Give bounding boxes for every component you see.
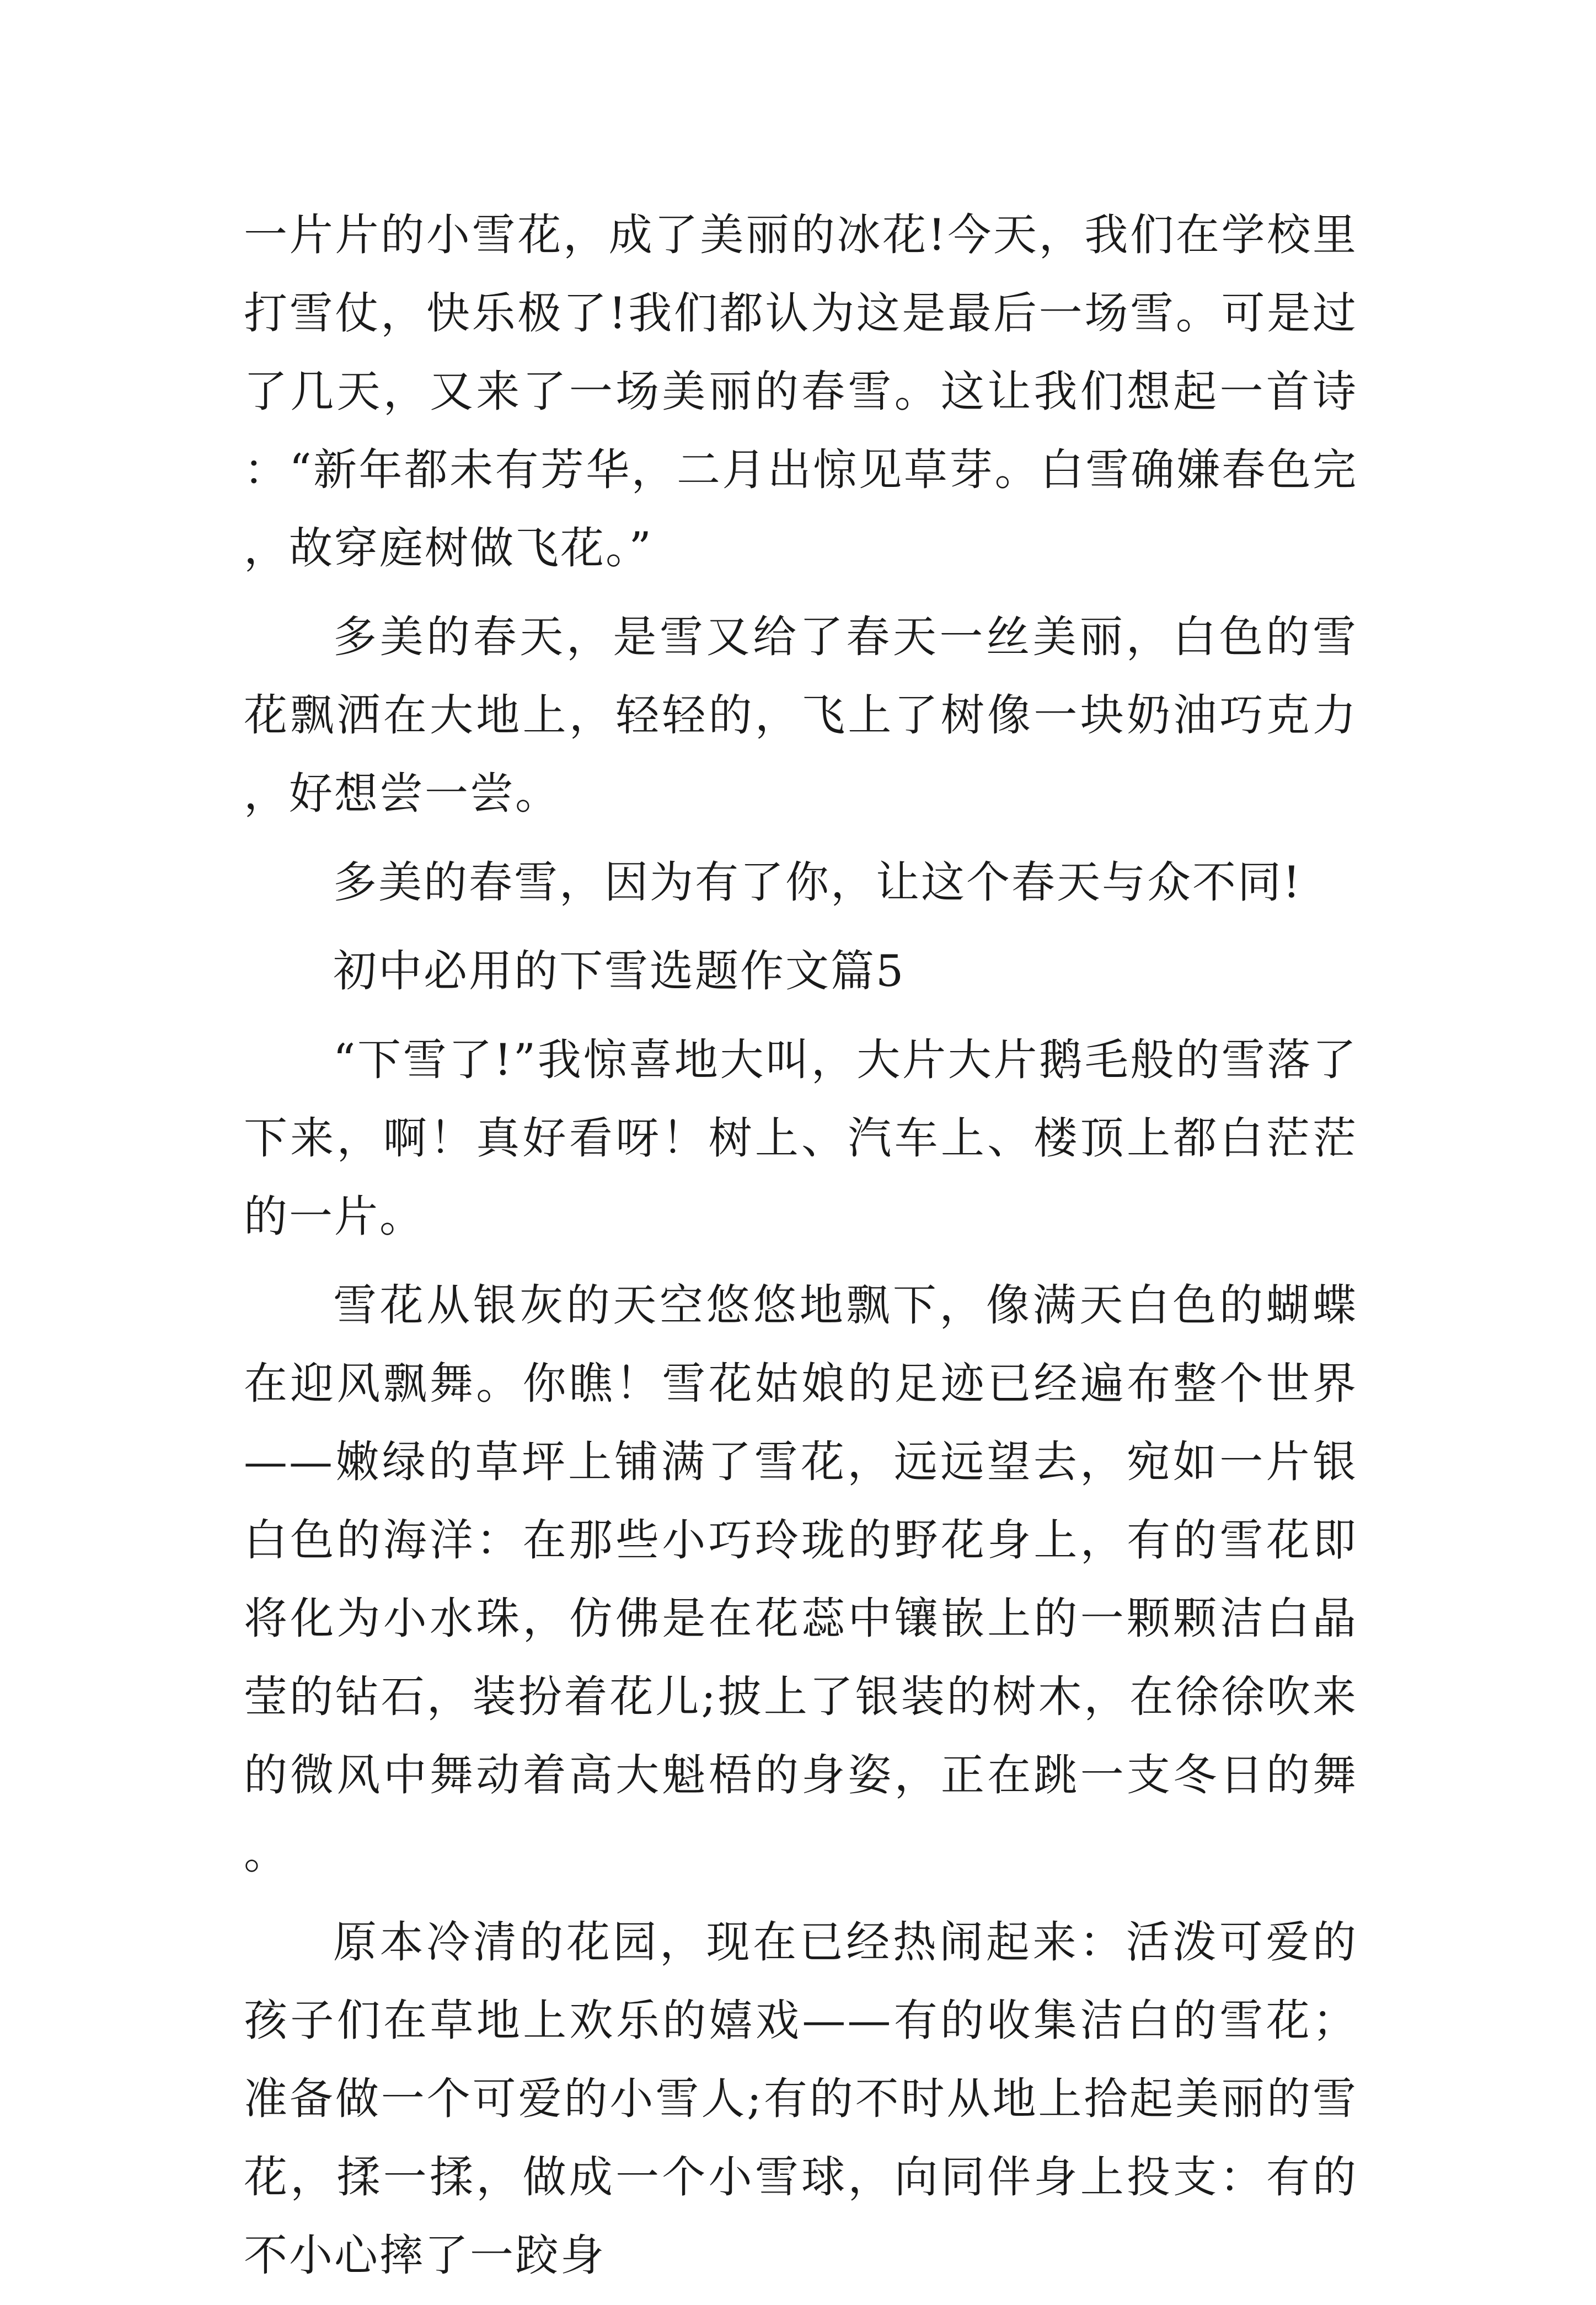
paragraph: “下雪了!”我惊喜地大叫，大片大片鹅毛般的雪落了下来，啊！真好看呀！树上、汽车上、楼顶上都白茫茫的一片。 — [244, 1034, 1358, 1242]
paragraph: 多美的春雪，因为有了你，让这个春天与众不同! — [333, 857, 1302, 908]
document-body — [244, 196, 1358, 2305]
paragraph: 原本冷清的花园，现在已经热闹起来：活泼可爱的孩子们在草地上欢乐的嬉戏——有的收集洁白的雪花；准备做一个可爱的小雪人;有的不时从地上拾起美丽的雪花，揉一揉，做成一个小雪球，向同伴身上投支：有的不小心摔了一跤身 — [244, 1917, 1358, 2281]
section-heading: 初中必用的下雪选题作文篇5 — [333, 946, 906, 996]
paragraph-continuation: 一片片的小雪花，成了美丽的冰花!今天，我们在学校里打雪仗，快乐极了!我们都认为这是最后一场雪。可是过了几天，又来了一场美丽的春雪。这让我们想起一首诗：“新年都未有芳华，二月出惊见草芽。白雪确嫌春色完，故穿庭树做飞花。” — [244, 210, 1358, 573]
paragraph: 多美的春天，是雪又给了春天一丝美丽，白色的雪花飘洒在大地上，轻轻的，飞上了树像一块奶油巧克力，好想尝一尝。 — [244, 612, 1358, 819]
paragraph: 雪花从银灰的天空悠悠地飘下，像满天白色的蝴蝶在迎风飘舞。你瞧！雪花姑娘的足迹已经遍布整个世界——嫩绿的草坪上铺满了雪花，远远望去，宛如一片银白色的海洋：在那些小巧玲珑的野花身上，有的雪花即将化为小水珠，仿佛是在花蕊中镶嵌上的一颗颗洁白晶莹的钻石，装扮着花儿;披上了银装的树木，在徐徐吹来的微风中舞动着高大魁梧的身姿，正在跳一支冬日的舞。 — [244, 1280, 1358, 1879]
